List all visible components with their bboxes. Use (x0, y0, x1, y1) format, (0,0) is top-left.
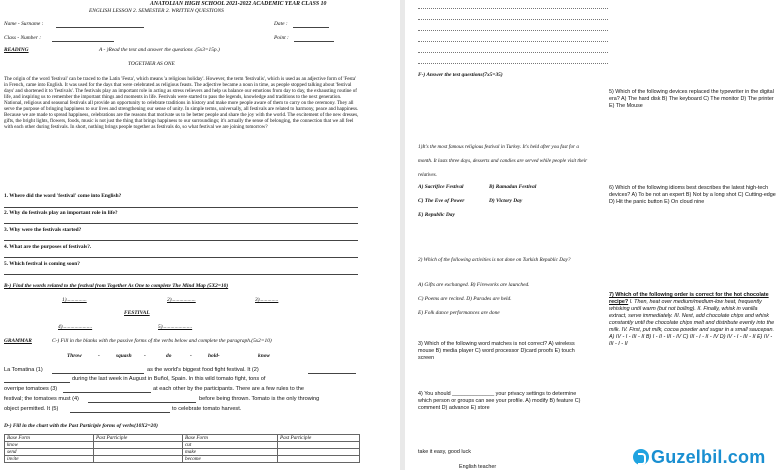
brand-icon (633, 449, 649, 465)
option-1b[interactable]: B) Ramadan Festival (489, 184, 537, 190)
blank-4[interactable] (88, 402, 196, 403)
verb-1: Throw (67, 353, 82, 359)
mindmap-blank-3[interactable]: 3).............. (255, 297, 279, 303)
mindmap-blank-4[interactable]: 4)...................... (58, 324, 93, 330)
cell-base: become (183, 456, 278, 463)
past-participle-table (4, 434, 360, 463)
header-past-participle: Past Participle (94, 435, 183, 442)
brand-text: Guzelbil.com (651, 446, 766, 467)
cell-answer[interactable] (94, 456, 183, 463)
blank-2[interactable] (308, 373, 356, 374)
question-4: 4. What are the purposes of festivals?. (4, 244, 92, 250)
verb-sep: - (144, 353, 146, 359)
question-2: 2. Why do festivals play an important role in life? (4, 210, 118, 216)
answer-line[interactable] (418, 63, 608, 64)
question-test-3: 3) Which of the following word matches is not correct? A) wireless mouse B) media player C) word processor D)card proofs E) touch screen (418, 341, 575, 361)
answer-line[interactable] (4, 223, 358, 224)
answer-line[interactable] (418, 30, 608, 31)
header-past-participle: Past Participle (278, 435, 360, 442)
answer-line[interactable] (418, 41, 608, 42)
cell-answer[interactable] (94, 449, 183, 456)
option-1a[interactable]: A) Sacrifice Festival (418, 184, 464, 190)
mindmap-instruction: B-) Find the words related to the festival from Together As One to complete The Mind Map (5X2=10) (4, 283, 229, 289)
question-test-7 (609, 292, 776, 348)
cell-base: make (183, 449, 278, 456)
reading-label: READING (4, 47, 29, 53)
paragraph-line-3a: overripe tomatoes (3) (4, 386, 58, 392)
answer-line[interactable] (4, 257, 358, 258)
class-label: Class - Number : (4, 35, 41, 41)
school-title: ANATOLIAN HIGH SCHOOL 2021-2022 ACADEMIC YEAR CLASS 10 (150, 1, 327, 7)
option-1e[interactable]: E) Republic Day (418, 212, 455, 218)
paragraph-line-2: during the last week in August in Buñol, Spain. In this wild tomato fight, tons of (72, 376, 266, 382)
paragraph-line-4a: festival; the tomatoes must (4) (4, 396, 79, 402)
point-label: Point : (274, 35, 289, 41)
mindmap-center: FESTIVAL (124, 310, 150, 316)
table-header-row (5, 435, 360, 442)
option-2ab[interactable]: A) Gifts are exchanged. B) Fireworks are launched. (418, 282, 530, 288)
closing-note: take it easy, good luck (418, 449, 471, 455)
paragraph-line-4b: before being thrown. Tomato is the only throwing (199, 396, 320, 402)
table-row (5, 449, 360, 456)
answer-line[interactable] (418, 8, 608, 9)
date-label: Date : (274, 21, 288, 27)
mindmap-blank-1[interactable]: 1)............... (62, 297, 87, 303)
answer-line[interactable] (4, 274, 358, 275)
class-line[interactable] (52, 41, 114, 42)
mindmap-blank-2[interactable]: 2).................. (167, 297, 196, 303)
cell-answer[interactable] (278, 449, 360, 456)
question-test-7-head: 7) Which of the following order is correct for the hot chocolate recipe? (609, 292, 769, 305)
point-line[interactable] (294, 41, 334, 42)
paragraph-line-5b: to celebrate tomato harvest. (172, 406, 242, 412)
question-test-5: 5) Which of the following devices replaced the typewriter in the digital era? A) The hard disk B) The keyboard C) The monitor D) The printer E) The Mouse (609, 89, 774, 109)
option-2e[interactable]: E) Folk dance performances are done (418, 310, 500, 316)
answer-line[interactable] (4, 207, 358, 208)
question-test-7-body: I. Then, heat over medium/medium-low heat, frequently whisking until warm (but not boiling). II. Finally, whisk in vanilla extract, serve immediately. III. Next, add chocolate chips and whisk constantly until the chocolate chips melt and distribute evenly into the milk. IV. First, put milk, cocoa powder and sugar in a small saucepan. A) IV - I - III - II B) I - II - III - IV C) III - I - II - IV D) IV - I - III - II E) IV - III - I - II (609, 299, 775, 347)
blank-2-cont[interactable] (4, 382, 70, 383)
question-3: 3. Why were the festivals started? (4, 227, 82, 233)
answer-line[interactable] (4, 240, 358, 241)
paragraph-line-5a: object permitted. It (5) (4, 406, 59, 412)
name-label: Name - Surname : (4, 21, 44, 27)
cell-base: send (5, 449, 94, 456)
option-1c[interactable]: C) The Eve of Power (418, 198, 465, 204)
option-1d[interactable]: D) Victory Day (489, 198, 523, 204)
option-2cd[interactable]: C) Poems are recited. D) Parades are held. (418, 296, 512, 302)
cell-answer[interactable] (278, 456, 360, 463)
question-test-2: 2) Which of the following activities is not done on Turkish Republic Day? (418, 257, 571, 263)
header-base-form: Base Form (183, 435, 278, 442)
cell-base: know (5, 442, 94, 449)
mindmap-blank-5[interactable]: 5)...................... (158, 324, 193, 330)
grammar-instruction: C-) Fill in the blanks with the passive forms of the verbs below and complete the paragraph.(5x2=10) (52, 338, 272, 344)
table-row (5, 456, 360, 463)
question-test-6: 6) Which of the following idioms best describes the latest high-tech devices? A) To be not an expert B) Not by a long shot C) Cutting-edge D) Hit the panic button E) On cloud nine (609, 185, 776, 205)
reading-instruction: A - )Read the text and answer the questions .(5x3=15p.) (99, 47, 220, 53)
cell-answer[interactable] (278, 442, 360, 449)
question-1: 1. Where did the word 'festival' come into English? (4, 193, 122, 199)
cell-base: cut (183, 442, 278, 449)
table-row (5, 442, 360, 449)
answer-line[interactable] (418, 52, 608, 53)
verb-5: know (258, 353, 270, 359)
pp-instruction: D-) Fill in the chart with the Past Participle forms of verbs(10X2=20) (4, 423, 158, 429)
verb-sep: - (190, 353, 192, 359)
blank-3[interactable] (63, 392, 151, 393)
verb-sep: - (98, 353, 100, 359)
paragraph-line-1b: as the world's biggest food fight festival. It (2) (147, 367, 259, 373)
blank-5[interactable] (70, 412, 170, 413)
cell-base: invite (5, 456, 94, 463)
exam-subtitle: ENGLISH LESSON 2. SEMESTER 2. WRITTEN QUESTIONS (89, 8, 224, 14)
verb-2: squash (116, 353, 132, 359)
cell-answer[interactable] (94, 442, 183, 449)
verb-4: hold- (208, 353, 220, 359)
verb-3: do (166, 353, 172, 359)
question-test-4: 4) You should ______________ your privacy settings to determine which person or groups can see your profile. A) modify B) feature C) comment D) advance E) store (418, 391, 581, 411)
question-test-1: 1)It's the most famous religious festival in Turkey. It's held after you fast for a month. It lasts three days, desserts and candies are served while people visit their relatives. (418, 144, 588, 178)
page-right (405, 0, 780, 470)
question-5: 5. Which festival is coming soon? (4, 261, 80, 267)
answer-line[interactable] (418, 19, 608, 20)
paragraph-line-1a: La Tomatina (1) (4, 367, 43, 373)
paragraph-line-3b: at each other by the participants. There are a few rules to the (153, 386, 305, 392)
reading-text: The origin of the word 'festival' can be traced to the Latin 'Festa', which means 'a religious holiday'. However, the term 'festivalis', which is used as an adjective form of 'Festa' in French, came into English. It was used for the days that were celebrated as religious feasts. The adjective became a noun in time, as people stopped talking about 'festival days' and shortened it to 'festivals'. The festivals play an important role in acting as stress relievers and help us balance our emotions from day to day, the exhausting routine of life, and inspiring us to remember the important things and moments in life. Festivals were started to pass the legends, knowledge and traditions to the next generation. National, religious and seasonal festivals all provide an opportunity to celebrate traditions in history and make more people aware of them to carry on the ceremony. They all serve the purpose of bringing happiness to our lives and strengthening our sense of unity. In simple terms, universally, all festivals are related to harmony, peace and happiness. Because we are made to spread happiness, celebrations are the reasons that motivate us to be better people and share the joy with the world. The excitement of the new dresses, gifts, the bright lights, flowers, foods, music is not just the thing that brings happiness to our surroundings; it's actually the sense of belonging, the connection that we all feel with each other during festivals. In short, nothing brings people together as festivals do, so what festival we are joining tomorrow? (4, 76, 359, 131)
name-line[interactable] (56, 27, 144, 28)
reading-title: TOGETHER AS ONE (128, 61, 175, 67)
blank-1[interactable] (52, 373, 144, 374)
watermark-logo (633, 448, 765, 466)
test-instruction: F-) Answer the test questions(7x5=35) (418, 72, 503, 78)
teacher-signature: English teacher (459, 464, 497, 470)
date-line[interactable] (293, 27, 329, 28)
header-base-form: Base Form (5, 435, 94, 442)
grammar-label: GRAMMAR (4, 338, 32, 344)
